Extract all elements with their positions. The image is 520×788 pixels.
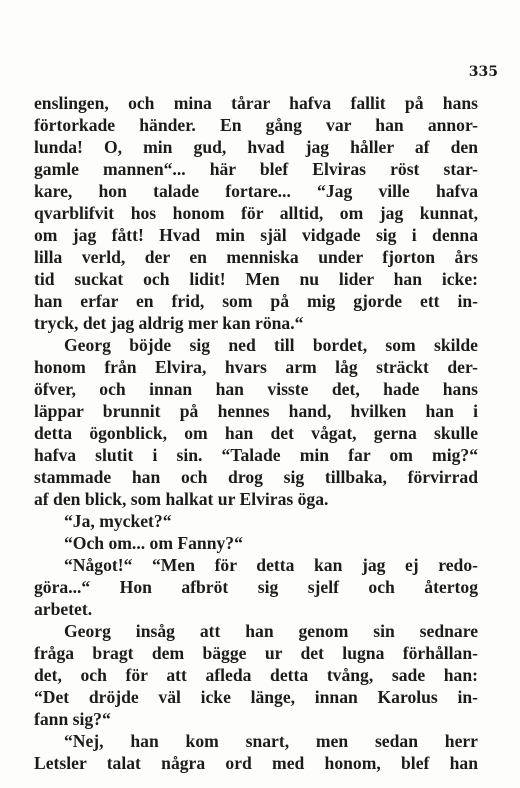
text-line: tryck, det jag aldrig mer kan röna.“ (34, 313, 304, 333)
text-line: han erfar en frid, som på mig gjorde ett in- (34, 291, 478, 311)
text-line: fann sig?“ (34, 709, 111, 729)
text-line: kare, hon talade fortare... “Jag ville hafva (34, 181, 478, 201)
text-line: läppar brunnit på hennes hand, hvilken han i (34, 401, 478, 421)
text-line: det, och för att afleda detta tvång, sade han: (34, 665, 478, 685)
text-line: hafva slutit i sin. “Talade min far om mig?“ (34, 445, 478, 465)
text-line: “Ja, mycket?“ (64, 511, 172, 531)
text-line: lilla verld, der en menniska under fjorton års (34, 247, 478, 267)
text-line: “Något!“ “Men för detta kan jag ej redo- (64, 555, 478, 575)
text-line: om jag fått! Hvad min själ vidgade sig i denna (34, 225, 478, 245)
text-line: Letsler talat några ord med honom, blef han (34, 753, 478, 773)
text-line: “Och om... om Fanny?“ (64, 533, 243, 553)
text-line: enslingen, och mina tårar hafva fallit på hans (34, 93, 478, 113)
text-line: af den blick, som halkat ur Elviras öga. (34, 489, 329, 509)
text-line: Georg insåg att han genom sin sednare (64, 621, 478, 641)
text-line: fråga bragt dem bägge ur det lugna förhållan- (34, 643, 478, 663)
text-line: qvarblifvit hos honom för alltid, om jag kunnat, (34, 203, 478, 223)
text-line: honom från Elvira, hvars arm låg sträckt der- (34, 357, 478, 377)
page-body-text (34, 92, 478, 774)
text-line: göra...“ Hon afbröt sig sjelf och återtog (34, 577, 478, 597)
text-line: detta ögonblick, om han det vågat, gerna skulle (34, 423, 478, 443)
text-line: arbetet. (34, 599, 93, 619)
page-number: 335 (468, 64, 498, 80)
text-line: tid suckat och lidit! Men nu lider han icke: (34, 269, 478, 289)
text-line: förtorkade händer. En gång var han annor- (34, 115, 478, 135)
text-line: “Nej, han kom snart, men sedan herr (64, 731, 478, 751)
text-line: “Det dröjde väl icke länge, innan Karolus in- (34, 687, 478, 707)
text-line: Georg böjde sig ned till bordet, som skilde (64, 335, 478, 355)
text-line: stammade han och drog sig tillbaka, förvirrad (34, 467, 478, 487)
text-line: lunda! O, min gud, hvad jag håller af den (34, 137, 478, 157)
text-line: öfver, och innan han visste det, hade hans (34, 379, 478, 399)
text-line: gamle mannen“... här blef Elviras röst star- (34, 159, 478, 179)
